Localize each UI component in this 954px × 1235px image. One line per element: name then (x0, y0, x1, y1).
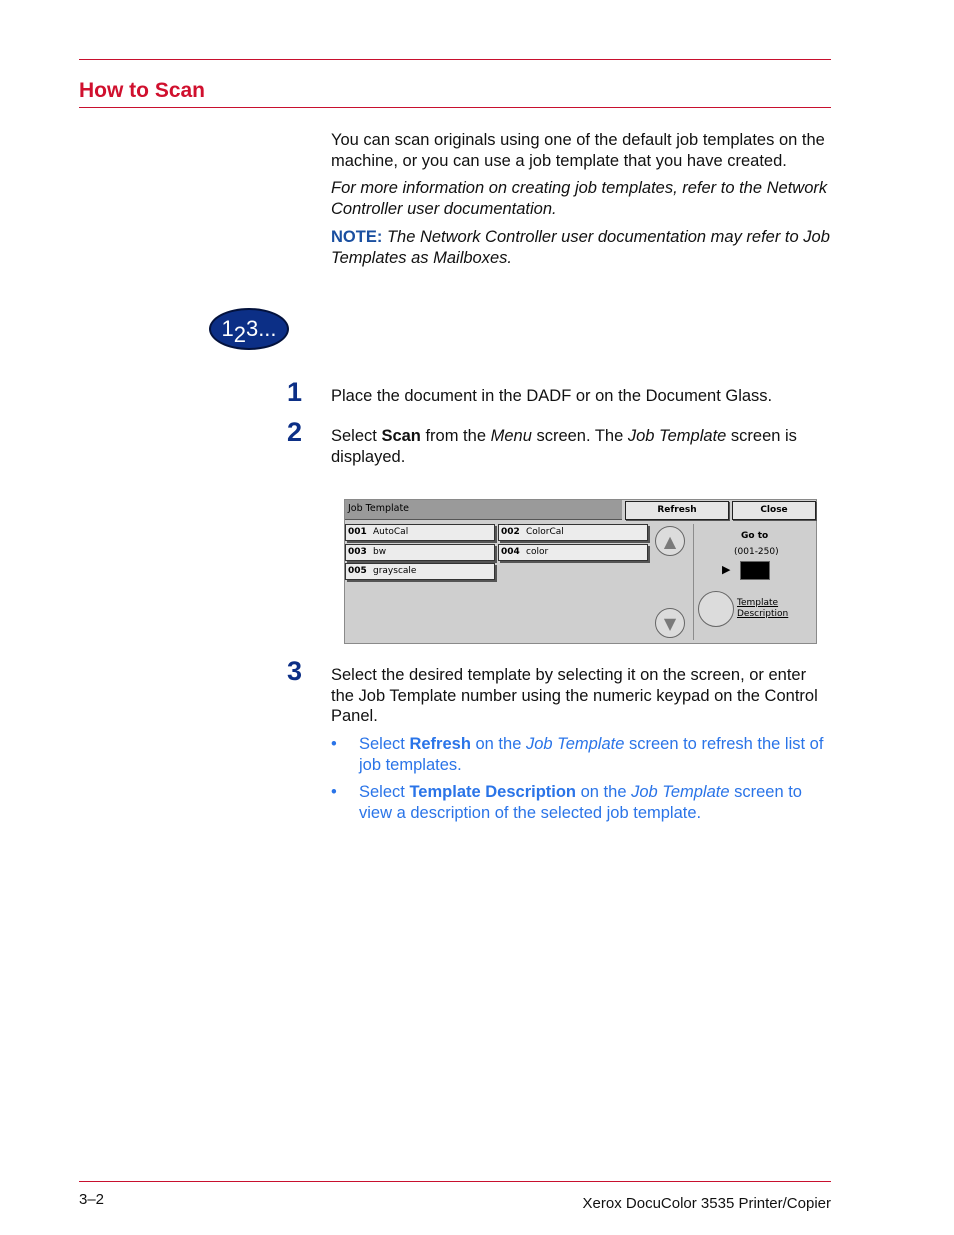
screen-titlebar (345, 500, 622, 520)
template-button-004[interactable]: 004 color (498, 544, 648, 561)
template-number-field[interactable] (740, 561, 770, 580)
list-item: • Select Template Description on the Job Template screen to view a description of the selected job template. (331, 783, 802, 822)
step-1-text: Place the document in the DADF or on the Document Glass. (331, 387, 773, 405)
section-title: How to Scan (79, 79, 206, 102)
list-item: • Select Refresh on the Job Template screen to refresh the list of job templates. (331, 735, 824, 774)
close-button[interactable]: Close (732, 501, 816, 520)
panel-divider (693, 524, 694, 640)
step-3-text: Select the desired template by selecting it on the screen, or enter the Job Template number using the numeric keypad on the Control Panel. (331, 666, 818, 725)
template-button-001[interactable]: 001 AutoCal (345, 524, 495, 541)
bullet-list (331, 734, 831, 830)
goto-label: Go to (741, 531, 769, 541)
screen-title: Job Template (348, 503, 410, 514)
intro-reference: For more information on creating job templates, refer to the Network Controller user documentation. (331, 179, 828, 218)
top-rule (79, 59, 831, 60)
steps-badge-icon: 1 2 3... (209, 308, 289, 350)
pointer-arrow-icon: ▶ (722, 563, 731, 576)
refresh-button[interactable]: Refresh (625, 501, 729, 520)
template-description-label[interactable]: Template Description (737, 598, 789, 619)
title-underline (79, 107, 831, 108)
footer-rule (79, 1181, 831, 1182)
step-3-number: 3 (287, 656, 303, 686)
template-button-002[interactable]: 002 ColorCal (498, 524, 648, 541)
note-paragraph (331, 227, 841, 268)
job-template-screen (344, 499, 817, 644)
scroll-down-icon[interactable]: ▼ (655, 608, 685, 638)
step-1-number: 1 (287, 377, 303, 407)
page-number: 3–2 (79, 1191, 105, 1208)
scroll-up-icon[interactable]: ▲ (655, 526, 685, 556)
product-name: Xerox DocuColor 3535 Printer/Copier (582, 1195, 831, 1212)
template-description-button[interactable] (698, 591, 734, 627)
note-text: The Network Controller user documentation may refer to Job Templates as Mailboxes. (331, 228, 830, 267)
note-label: NOTE: (331, 228, 383, 246)
step-2-number: 2 (287, 417, 303, 447)
template-button-003[interactable]: 003 bw (345, 544, 495, 561)
intro-paragraph: You can scan originals using one of the default job templates on the machine, or you can use a job template that you have created. (331, 131, 825, 170)
step-2-text: Select Scan from the Menu screen. The Job Template screen is displayed. (331, 427, 797, 466)
goto-range: (001-250) (734, 547, 779, 557)
template-button-005[interactable]: 005 grayscale (345, 563, 495, 580)
